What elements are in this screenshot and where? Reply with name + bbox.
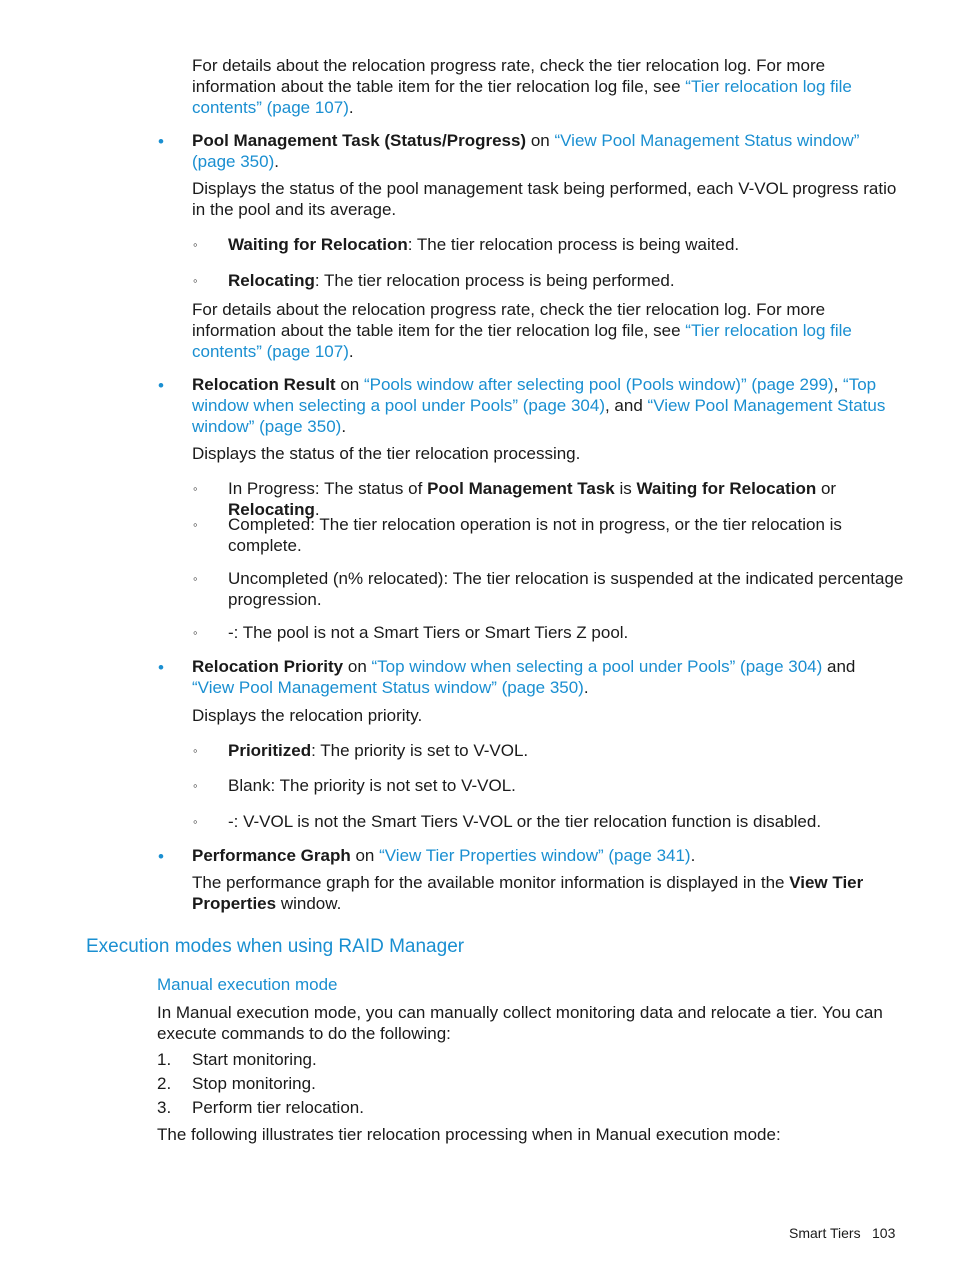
relocating-item: Relocating: The tier relocation process is being performed.	[228, 271, 675, 290]
view-pool-mgmt-status-link[interactable]: “View Pool Management Status window” (page 350)	[192, 396, 886, 436]
view-pool-mgmt-status-link[interactable]: “View Pool Management Status window” (page 350)	[192, 678, 584, 697]
uncompleted-item: Uncompleted (n% relocated): The tier relocation is suspended at the indicated percentage progression.	[228, 569, 904, 609]
tier-relocation-log-link[interactable]: “Tier relocation log file contents” (page 107)	[192, 77, 852, 117]
manual-mode-intro: In Manual execution mode, you can manually collect monitoring data and relocate a tier. You can execute commands to do the following:	[157, 1003, 883, 1043]
bullet-icon: •	[158, 658, 164, 677]
subsection-heading: Manual execution mode	[157, 975, 338, 994]
relocation-priority-item: Relocation Priority on “Top window when selecting a pool under Pools” (page 304) and “View Pool Management Status window” (page 350).	[192, 657, 856, 697]
circle-bullet-icon: ◦	[193, 814, 198, 829]
prioritized-item: Prioritized: The priority is set to V-VOL.	[228, 741, 529, 760]
pool-management-item: Pool Management Task (Status/Progress) on “View Pool Management Status window” (page 350).	[192, 131, 860, 171]
intro-paragraph: For details about the relocation progress rate, check the tier relocation log. For more information about the table item for the tier relocation log file, see “Tier relocation log file contents” (page 107).	[192, 56, 852, 117]
tier-relocation-log-link-2[interactable]: “Tier relocation log file contents” (page 107)	[192, 321, 852, 361]
view-pool-mgmt-status-link[interactable]: “View Pool Management Status window” (page 350)	[192, 131, 860, 171]
bullet-icon: •	[158, 132, 164, 151]
completed-item: Completed: The tier relocation operation is not in progress, or the tier relocation is complete.	[228, 515, 842, 555]
manual-mode-closing: The following illustrates tier relocation processing when in Manual execution mode:	[157, 1125, 781, 1144]
relocation-priority-desc: Displays the relocation priority.	[192, 706, 423, 725]
bullet-icon: •	[158, 376, 164, 395]
not-smart-tiers-item: -: The pool is not a Smart Tiers or Smart Tiers Z pool.	[228, 623, 629, 642]
step-number: 2.	[157, 1074, 172, 1093]
pools-window-link[interactable]: “Pools window after selecting pool (Pools window)” (page 299)	[363, 375, 834, 394]
page-number: 103	[872, 1225, 896, 1241]
in-progress-item: In Progress: The status of Pool Management Task is Waiting for Relocation or Relocating.	[228, 479, 837, 519]
circle-bullet-icon: ◦	[193, 273, 198, 288]
circle-bullet-icon: ◦	[193, 571, 198, 586]
step-text: Start monitoring.	[192, 1050, 317, 1069]
step-text: Perform tier relocation.	[192, 1098, 364, 1117]
section-heading: Execution modes when using RAID Manager	[86, 936, 465, 957]
circle-bullet-icon: ◦	[193, 743, 198, 758]
circle-bullet-icon: ◦	[193, 237, 198, 252]
performance-graph-desc: The performance graph for the available monitor information is displayed in the View Tier Properties window.	[192, 873, 864, 913]
bullet-icon: •	[158, 847, 164, 866]
step-text: Stop monitoring.	[192, 1074, 316, 1093]
circle-bullet-icon: ◦	[193, 778, 198, 793]
circle-bullet-icon: ◦	[193, 481, 198, 496]
step-number: 1.	[157, 1050, 172, 1069]
performance-graph-item: Performance Graph on “View Tier Properties window” (page 341).	[192, 846, 696, 865]
not-vvol-item: -: V-VOL is not the Smart Tiers V-VOL or the tier relocation function is disabled.	[228, 812, 822, 831]
blank-item: Blank: The priority is not set to V-VOL.	[228, 776, 516, 795]
relocation-detail-paragraph: For details about the relocation progress rate, check the tier relocation log. For more information about the table item for the tier relocation log file, see “Tier relocation log file contents” (page 107).	[192, 300, 852, 361]
pool-management-desc: Displays the status of the pool management task being performed, each V-VOL progress ratio in the pool and its average.	[192, 179, 897, 219]
top-window-link[interactable]: “Top window when selecting a pool under Pools” (page 304)	[192, 375, 877, 415]
waiting-relocation-item: Waiting for Relocation: The tier relocation process is being waited.	[228, 235, 740, 254]
top-window-link[interactable]: “Top window when selecting a pool under Pools” (page 304)	[371, 657, 823, 676]
footer-title: Smart Tiers	[789, 1225, 861, 1241]
relocation-result-item: Relocation Result on “Pools window after selecting pool (Pools window)” (page 299), “Top window when selecting a pool under Pools” (page 304), and “View Pool Management Status window” (page 350).	[192, 375, 886, 436]
step-number: 3.	[157, 1098, 172, 1117]
view-tier-properties-link[interactable]: “View Tier Properties window” (page 341)	[379, 846, 691, 865]
circle-bullet-icon: ◦	[193, 517, 198, 532]
circle-bullet-icon: ◦	[193, 625, 198, 640]
relocation-result-desc: Displays the status of the tier relocation processing.	[192, 444, 581, 463]
